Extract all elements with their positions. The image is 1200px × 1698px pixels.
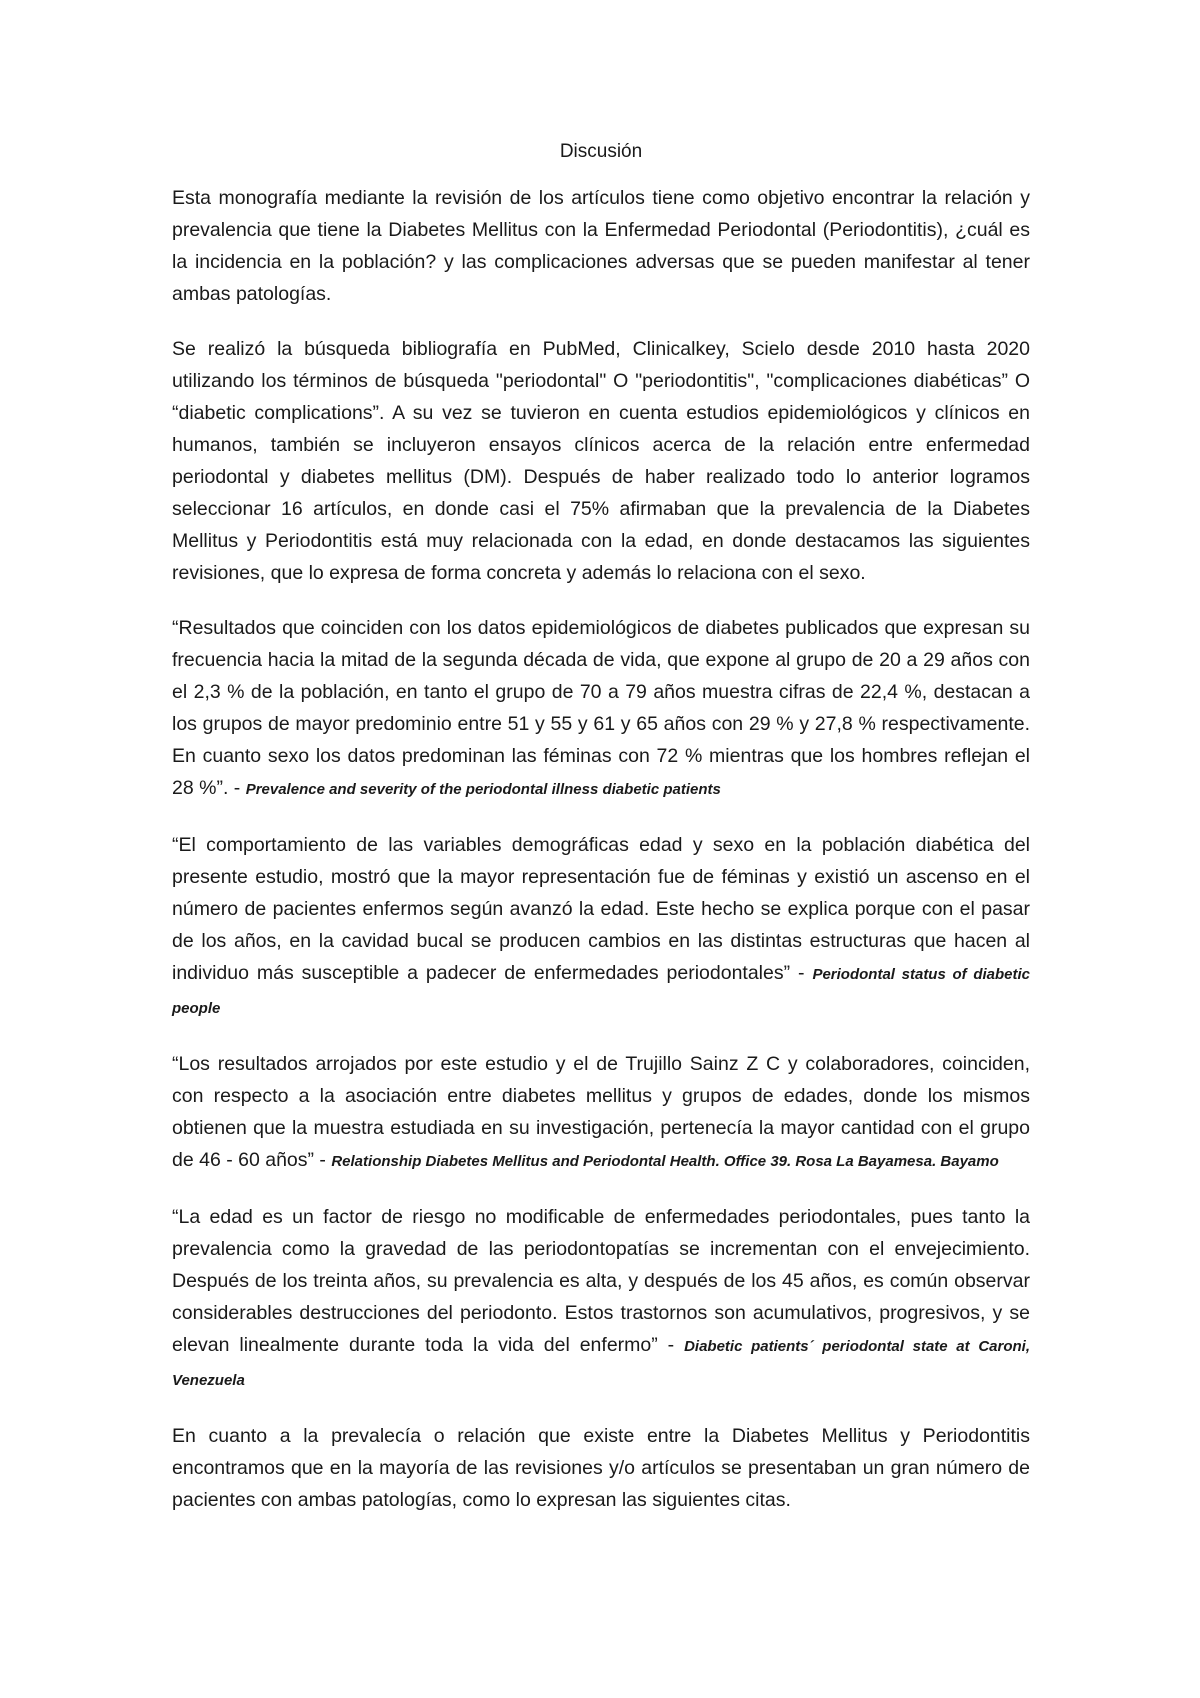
quote-text: “El comportamiento de las variables demográficas edad y sexo en la población diabética del presente estudio, mostró que la mayor representación fue de féminas y existió un ascenso en el número de pacientes enfermos según avanzó la edad. Este hecho se explica porque con el pasar de los años, en la cavidad bucal se producen cambios en las distintas estructuras que hacen al individuo más susceptible a padecer de enfermedades periodontales” - (172, 834, 1030, 984)
quote-citation: Prevalence and severity of the periodontal illness diabetic patients (245, 781, 721, 798)
paragraph-conclusion (172, 1420, 1030, 1516)
paragraph-text: Esta monografía mediante la revisión de los artículos tiene como objetivo encontrar la relación y prevalencia que tiene la Diabetes Mellitus con la Enfermedad Periodontal (Periodontitis), ¿cuál es la incidencia en la población? y las complicaciones adversas que se pueden manifestar al tener ambas patologías. (172, 187, 1030, 305)
quote-citation: Diabetic patients´ periodontal state at Caroni, Venezuela (172, 1338, 1030, 1389)
quote-text: “La edad es un factor de riesgo no modificable de enfermedades periodontales, pues tanto la prevalencia como la gravedad de las periodontopatías se incrementan con el envejecimiento. Después de los treinta años, su prevalencia es alta, y después de los 45 años, es común observar considerables destrucciones del periodonto. Estos trastornos son acumulativos, progresivos, y se elevan linealmente durante toda la vida del enfermo” - (172, 1206, 1030, 1356)
paragraph-methodology (172, 333, 1030, 589)
paragraph-objective (172, 182, 1030, 310)
paragraph-text: Se realizó la búsqueda bibliografía en PubMed, Clinicalkey, Scielo desde 2010 hasta 2020 utilizando los términos de búsqueda "periodontal" O "periodontitis", "complicaciones diabéticas” O “diabetic complications”. A su vez se tuvieron en cuenta estudios epidemiológicos y clínicos en humanos, también se incluyeron ensayos clínicos acerca de la relación entre enfermedad periodontal y diabetes mellitus (DM). Después de haber realizado todo lo anterior logramos seleccionar 16 artículos, en donde casi el 75% afirmaban que la prevalencia de la Diabetes Mellitus y Periodontitis está muy relacionada con la edad, en donde destacamos las siguientes revisiones, que lo expresa de forma concreta y además lo relaciona con el sexo. (172, 338, 1030, 584)
quote-citation: Periodontal status of diabetic people (172, 966, 1031, 1017)
quote-periodontal-status (172, 829, 1030, 1025)
quote-citation: Relationship Diabetes Mellitus and Periodontal Health. Office 39. Rosa La Bayamesa. Bayamo (331, 1153, 999, 1170)
quote-text: “Los resultados arrojados por este estudio y el de Trujillo Sainz Z C y colaboradores, coinciden, con respecto a la asociación entre diabetes mellitus y grupos de edades, donde los mismos obtienen que la muestra estudiada en su investigación, pertenecía la mayor cantidad con el grupo de 46 - 60 años” - (172, 1053, 1030, 1171)
document-page (172, 136, 1030, 1539)
document-title: Discusión (559, 141, 643, 162)
quote-age-risk (172, 1201, 1030, 1397)
quote-text: “Resultados que coinciden con los datos epidemiológicos de diabetes publicados que expresan su frecuencia hacia la mitad de la segunda década de vida, que expone al grupo de 20 a 29 años con el 2,3 % de la población, en tanto el grupo de 70 a 79 años muestra cifras de 22,4 %, destacan a los grupos de mayor predominio entre 51 y 55 y 61 y 65 años con 29 % y 27,8 % respectivamente. En cuanto sexo los datos predominan las féminas con 72 % mientras que los hombres reflejan el 28 %”. - (172, 617, 1030, 799)
paragraph-text: En cuanto a la prevalecía o relación que existe entre la Diabetes Mellitus y Periodontitis encontramos que en la mayoría de las revisiones y/o artículos se presentaban un gran número de pacientes con ambas patologías, como lo expresan las siguientes citas. (172, 1425, 1030, 1511)
quote-relationship (172, 1048, 1030, 1178)
quote-prevalence (172, 612, 1030, 806)
